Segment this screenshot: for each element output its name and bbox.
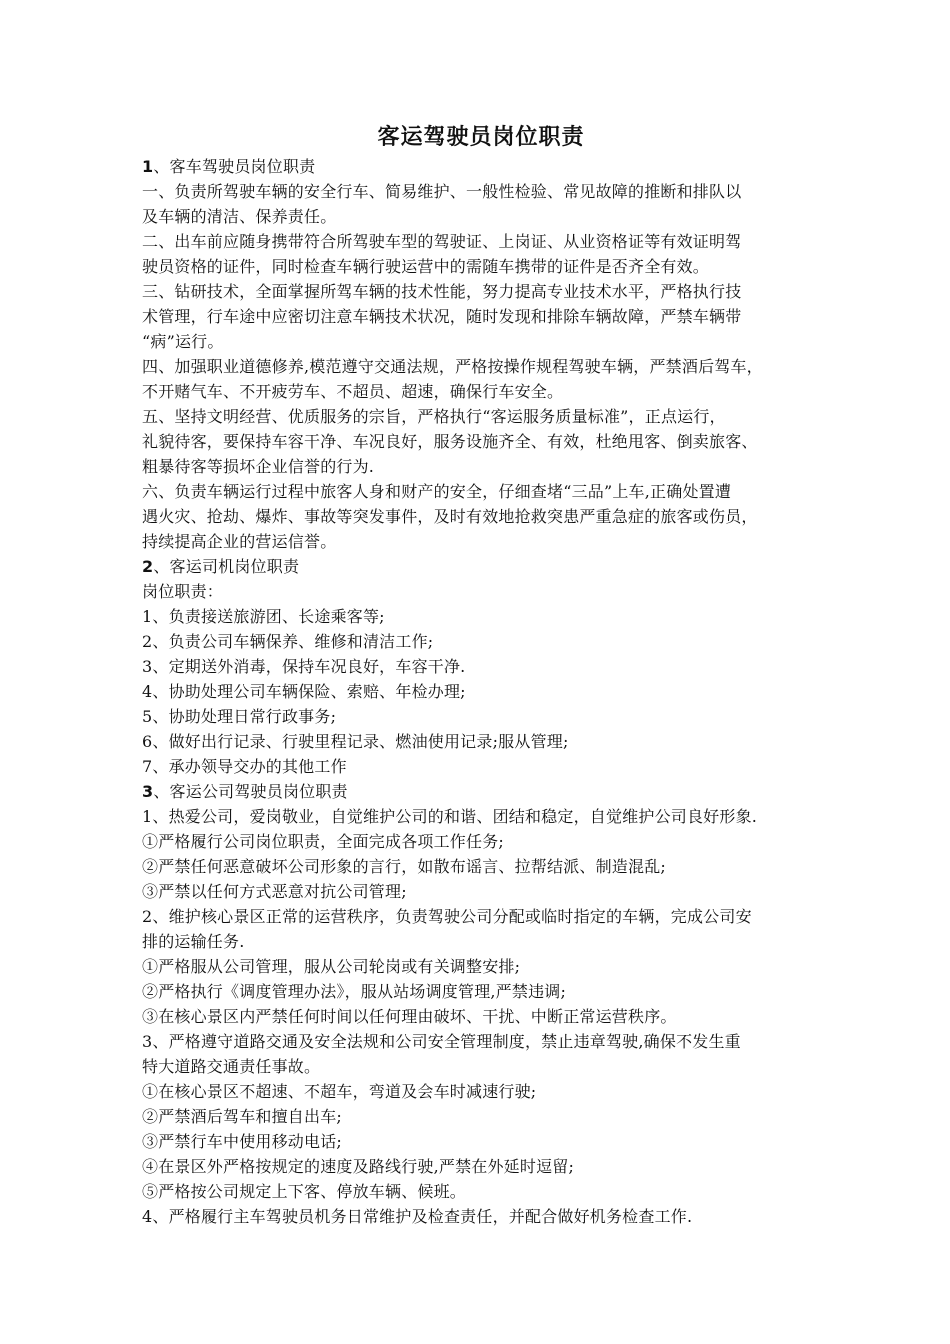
section-heading [142,779,820,804]
paragraph-line: 排的运输任务. [142,932,245,951]
page-title: 客运驾驶员岗位职责 [377,125,585,150]
paragraph-line: ②严禁任何恶意破坏公司形象的言行，如散布谣言、拉帮结派、制造混乱; [142,857,666,876]
paragraph-line: ①在核心景区不超速、不超车，弯道及会车时减速行驶; [142,1082,537,1101]
paragraph-line: 驶员资格的证件，同时检查车辆行驶运营中的需随车携带的证件是否齐全有效。 [142,257,710,276]
paragraph-line: 粗暴待客等损坏企业信誉的行为. [142,457,375,476]
section-number: 1 [142,157,154,176]
paragraph-line: 4、协助处理公司车辆保险、索赔、年检办理; [142,682,466,701]
paragraph-line: ③在核心景区内严禁任何时间以任何理由破坏、干扰、中断正常运营秩序。 [142,1007,677,1026]
paragraph-line: ③严禁行车中使用移动电话; [142,1132,342,1151]
paragraph-line: “病”运行。 [142,332,224,351]
paragraph-line: 特大道路交通责任事故。 [142,1057,321,1076]
paragraph-line: 3、严格遵守道路交通及安全法规和公司安全管理制度，禁止违章驾驶,确保不发生重 [142,1032,741,1051]
paragraph-line: ④在景区外严格按规定的速度及路线行驶,严禁在外延时逗留; [142,1157,575,1176]
paragraph-line: 一、负责所驾驶车辆的安全行车、简易维护、一般性检验、常见故障的推断和排队以 [142,182,742,201]
paragraph-line: 7、承办领导交办的其他工作 [142,757,347,776]
paragraph-line: 6、做好出行记录、行驶里程记录、燃油使用记录;服从管理; [142,732,569,751]
section-heading [142,154,820,179]
paragraph-line: 1、负责接送旅游团、长途乘客等; [142,607,385,626]
section-heading-text: 、客运公司驾驶员岗位职责 [153,782,348,801]
paragraph-line: ②严禁酒后驾车和擅自出车; [142,1107,342,1126]
section-heading-text: 、客车驾驶员岗位职责 [153,157,316,176]
section-heading [142,554,820,579]
paragraph-line: 六、负责车辆运行过程中旅客人身和财产的安全，仔细查堵“三品”上车,正确处置遭 [142,482,732,501]
paragraph-line: 三、钻研技术，全面掌握所驾车辆的技术性能，努力提高专业技术水平，严格执行技 [142,282,742,301]
paragraph-line: 2、维护核心景区正常的运营秩序，负责驾驶公司分配或临时指定的车辆，完成公司安 [142,907,752,926]
paragraph-line: 礼貌待客，要保持车容干净、车况良好，服务设施齐全、有效，杜绝甩客、倒卖旅客、 [142,432,758,451]
paragraph-line: 岗位职责： [142,582,224,601]
paragraph-line: 五、坚持文明经营、优质服务的宗旨，严格执行“客运服务质量标准”，正点运行， [142,407,726,426]
paragraph-line: 不开赌气车、不开疲劳车、不超员、超速，确保行车安全。 [142,382,564,401]
paragraph-line: 5、协助处理日常行政事务; [142,707,337,726]
paragraph-line: ⑤严格按公司规定上下客、停放车辆、候班。 [142,1182,467,1201]
paragraph-line: 术管理，行车途中应密切注意车辆技术状况，随时发现和排除车辆故障，严禁车辆带 [142,307,742,326]
paragraph-line: 1、热爱公司，爱岗敬业，自觉维护公司的和谐、团结和稳定，自觉维护公司良好形象. [142,807,758,826]
section-heading-text: 、客运司机岗位职责 [153,557,300,576]
paragraph-line: 3、定期送外消毒，保持车况良好，车容干净. [142,657,466,676]
paragraph-line: 二、出车前应随身携带符合所驾驶车型的驾驶证、上岗证、从业资格证等有效证明驾 [142,232,742,251]
paragraph-line: 持续提高企业的营运信誉。 [142,532,337,551]
paragraph-line: 4、严格履行主车驾驶员机务日常维护及检查责任，并配合做好机务检查工作. [142,1207,693,1226]
section-number: 2 [142,557,154,576]
paragraph-line: 遇火灾、抢劫、爆炸、事故等突发事件，及时有效地抢救突患严重急症的旅客或伤员， [142,507,758,526]
document-body [142,154,820,1229]
paragraph-line: ③严禁以任何方式恶意对抗公司管理; [142,882,407,901]
paragraph-line: ①严格服从公司管理，服从公司轮岗或有关调整安排; [142,957,521,976]
paragraph-line: 及车辆的清洁、保养责任。 [142,207,337,226]
paragraph-line: 四、加强职业道德修养,模范遵守交通法规，严格按操作规程驾驶车辆，严禁酒后驾车， [142,357,763,376]
section-number: 3 [142,782,154,801]
paragraph-line: 2、负责公司车辆保养、维修和清洁工作; [142,632,434,651]
paragraph-line: ②严格执行《调度管理办法》，服从站场调度管理,严禁违调; [142,982,567,1001]
paragraph-line: ①严格履行公司岗位职责，全面完成各项工作任务; [142,832,504,851]
